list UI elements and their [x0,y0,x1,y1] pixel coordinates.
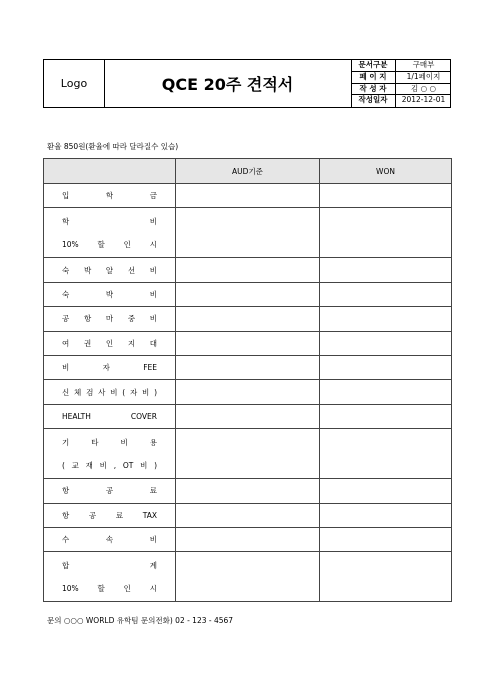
item-line: 항 공 료 [62,486,157,496]
exchange-rate-note: 환율 850원(환율에 따라 달라질수 있습) [47,142,179,151]
table-row [44,552,452,602]
meta-value: 1/1페이지 [406,71,441,81]
aud-cell [176,552,320,602]
item-line: 10% 할 인 시 [62,239,157,249]
item-line: HEALTH COVER [62,411,157,421]
aud-cell [176,527,320,551]
item-line: 신 체 검 사 비 ( 자 비 ) [62,387,157,397]
table-row [44,307,452,331]
item-line: 숙 박 비 [62,289,157,299]
meta-row-page [351,72,451,84]
table-header-row [44,159,452,184]
item-line: 수 속 비 [62,535,157,545]
aud-cell [176,404,320,428]
item-label [44,380,176,404]
meta-value: 구매부 [412,60,435,69]
item-label [44,479,176,503]
item-label [44,282,176,306]
quote-table [43,158,452,602]
aud-cell [176,282,320,306]
item-line: 공 항 마 중 비 [62,314,157,324]
item-line: 항 공 료 TAX [62,510,157,520]
item-line: 기 타 비 용 [62,437,157,447]
item-label [44,503,176,527]
table-row [44,282,452,306]
table-row [44,331,452,355]
document-title: QCE 20주 견적서 [104,60,352,107]
item-label [44,307,176,331]
won-cell [320,258,452,282]
won-cell [320,184,452,208]
meta-row-author [351,84,451,96]
meta-value: 2012-12-01 [401,95,446,105]
item-label [44,355,176,379]
table-row [44,380,452,404]
meta-label: 작성일자 [351,95,396,107]
won-cell [320,307,452,331]
meta-label: 작 성 자 [351,84,396,95]
item-label [44,184,176,208]
table-row [44,184,452,208]
table-row [44,429,452,479]
table-row [44,503,452,527]
table-row [44,527,452,551]
contact-footer: 문의 ○○○ WORLD 유학팀 문의전화) 02 - 123 - 4567 [47,616,234,625]
table-row [44,404,452,428]
document-meta [351,60,451,107]
table-row [44,479,452,503]
table-row [44,355,452,379]
won-cell [320,527,452,551]
won-cell [320,404,452,428]
item-line: 10% 할 인 시 [62,583,157,593]
won-cell [320,355,452,379]
item-label [44,331,176,355]
aud-cell [176,380,320,404]
won-cell [320,380,452,404]
item-label [44,404,176,428]
meta-row-date [351,95,451,107]
won-cell [320,208,452,258]
column-header-item [44,159,176,184]
aud-cell [176,503,320,527]
aud-cell [176,307,320,331]
won-cell [320,331,452,355]
aud-cell [176,429,320,479]
meta-label: 페 이 지 [351,72,396,83]
column-header-won: WON [320,159,452,184]
meta-row-doc-type [351,60,451,72]
logo: Logo [44,60,105,107]
meta-value: 김 ○ ○ [410,83,437,93]
meta-label: 문서구분 [351,60,396,71]
table-row [44,208,452,258]
item-label [44,208,176,258]
aud-cell [176,208,320,258]
won-cell [320,429,452,479]
column-header-aud: AUD기준 [176,159,320,184]
item-line: ( 교 재 비 , OT 비 ) [62,460,157,470]
document-header [43,59,451,108]
item-label [44,429,176,479]
aud-cell [176,355,320,379]
aud-cell [176,258,320,282]
aud-cell [176,331,320,355]
item-line: 여 권 인 지 대 [62,338,157,348]
item-label [44,527,176,551]
won-cell [320,552,452,602]
table-row [44,258,452,282]
item-label [44,552,176,602]
item-label [44,258,176,282]
won-cell [320,479,452,503]
item-line: 입 학 금 [62,191,157,201]
item-line: 합 계 [62,560,157,570]
aud-cell [176,184,320,208]
won-cell [320,282,452,306]
won-cell [320,503,452,527]
item-line: 비 자 FEE [62,363,157,373]
item-line: 숙 박 알 선 비 [62,265,157,275]
item-line: 학 비 [62,216,157,226]
aud-cell [176,479,320,503]
